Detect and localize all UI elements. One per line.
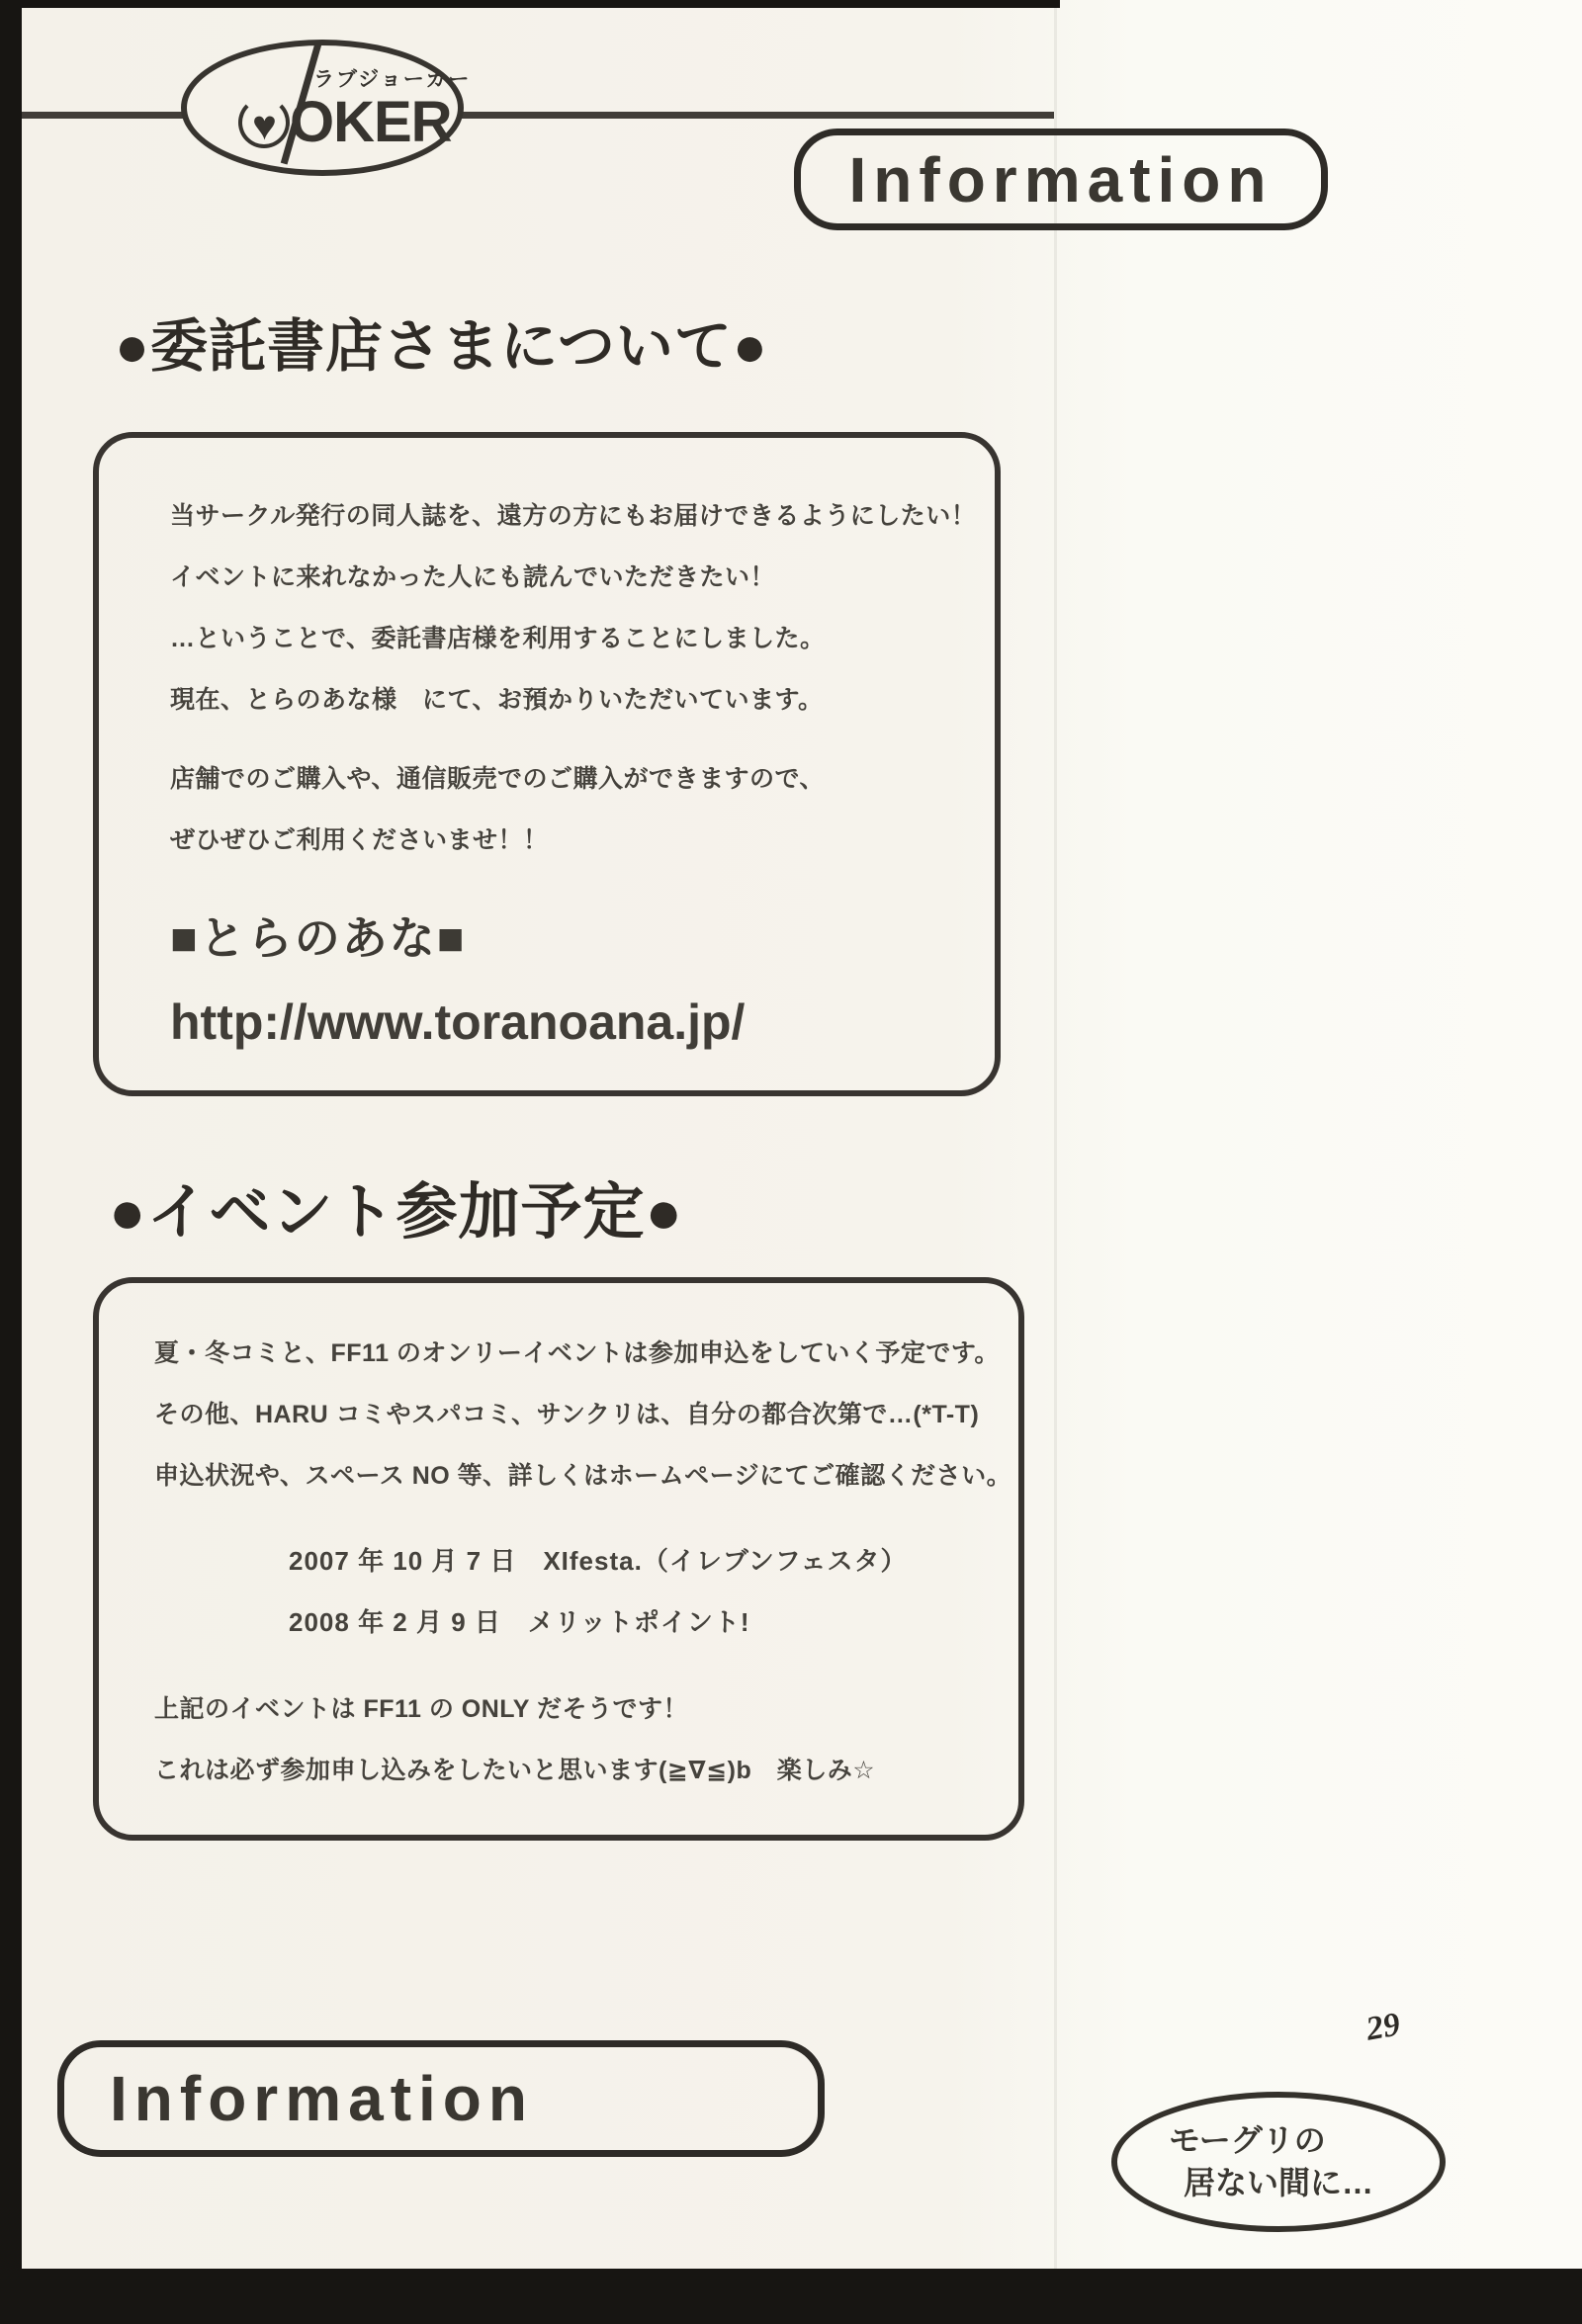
- bottom-information-label: Information: [110, 2063, 534, 2134]
- top-information-label: Information: [848, 143, 1274, 215]
- bubble-line: モーグリの: [1169, 2122, 1326, 2158]
- consignment-box: [93, 432, 1001, 1096]
- store-name: ■とらのあな■: [170, 912, 467, 964]
- header-rule: [22, 112, 1054, 119]
- consignment-line: イベントに来れなかった人にも読んでいただきたい！: [170, 563, 776, 591]
- page-fold-line: [1054, 8, 1057, 2272]
- event-schedule: [154, 1530, 989, 1653]
- scan-left-edge: [0, 0, 22, 2324]
- heart-icon: ♥: [238, 97, 290, 148]
- consignment-line: 店舗でのご購入や、通信販売でのご購入ができますので、: [170, 765, 826, 793]
- consignment-line: 当サークル発行の同人誌を、遠方の方にもお届けできるようにしたい！: [170, 502, 977, 530]
- page-number: 29: [1362, 2006, 1403, 2048]
- bubble-line: 居ない間に…: [1183, 2165, 1373, 2200]
- love-joker-logo: [181, 40, 472, 176]
- consignment-line: 現在、とらのあな様 にて、お預かりいただいています。: [170, 686, 824, 714]
- consignment-section-heading: ●委託書店さまについて●: [115, 314, 768, 379]
- store-url: http://www.toranoana.jp/: [170, 994, 746, 1050]
- scan-bottom-edge: [0, 2269, 1582, 2324]
- consignment-line: …ということで、委託書店様を利用することにしました。: [170, 625, 826, 652]
- speech-bubble: [1111, 2092, 1446, 2232]
- top-information-banner: [794, 129, 1328, 230]
- logo-title: [238, 89, 452, 155]
- events-box: [93, 1277, 1024, 1841]
- logo-subtitle: ラブジョーカー: [313, 68, 472, 91]
- event-line: その他、HARU コミやスパコミ、サンクリは、自分の都合次第で…(*T-T): [154, 1401, 980, 1428]
- schedule-entry: 2007 年 10 月 7 日 XIfesta.（イレブンフェスタ）: [289, 1546, 908, 1576]
- bottom-information-banner: [57, 2040, 825, 2157]
- note-line: これは必ず参加申し込みをしたいと思います(≧∇≦)b 楽しみ☆: [154, 1757, 876, 1784]
- scan-top-edge: [0, 0, 1060, 8]
- event-notes: [154, 1678, 989, 1801]
- events-section-heading: ●イベント参加予定●: [109, 1178, 683, 1247]
- event-line: 申込状況や、スペース NO 等、詳しくはホームページにてご確認ください。: [154, 1462, 1012, 1490]
- event-line: 夏・冬コミと、FF11 のオンリーイベントは参加申込をしていく予定です。: [154, 1339, 1000, 1367]
- schedule-entry: 2008 年 2 月 9 日 メリットポイント!: [289, 1607, 750, 1637]
- note-line: 上記のイベントは FF11 の ONLY だそうです！: [154, 1695, 688, 1723]
- logo-title-text: OKER: [290, 90, 452, 154]
- consignment-line: ぜひぜひご利用くださいませ！！: [170, 826, 549, 854]
